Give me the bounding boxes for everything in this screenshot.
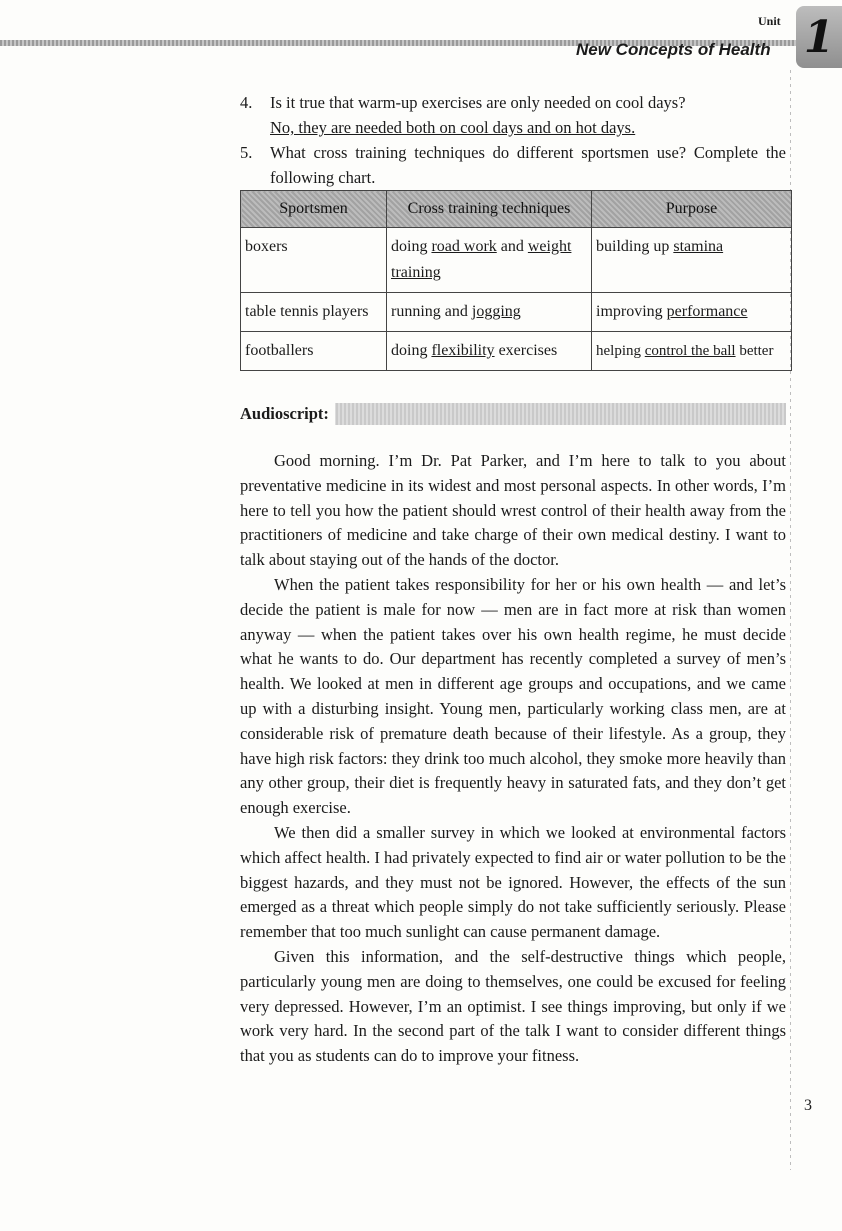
audioscript-heading: Audioscript: [240, 403, 335, 425]
cell-technique: doing road work and weight training [387, 228, 592, 293]
answer-blank: flexibility [431, 342, 495, 359]
answer-text: No, they are needed both on cool days and on hot days. [270, 118, 636, 137]
page-number: 3 [804, 1097, 812, 1114]
unit-label: Unit [758, 14, 781, 28]
question-number: 4. [240, 93, 253, 112]
header-techniques: Cross training techniques [387, 191, 592, 228]
answer-blank: weight training [391, 238, 572, 281]
question-number: 5. [240, 143, 253, 162]
answer-blank: jogging [471, 303, 521, 320]
answer-blank: control the ball [644, 343, 736, 359]
answer-blank: stamina [673, 238, 724, 255]
paragraph: Given this information, and the self-destructive things which people, particularly young men are doing to themselves, one could be excused for feeling very depressed. However, I’m an optimist. I see things improving, but only if we work very hard. In the second part of the talk I want to consider different things that you as students can do to improve your fitness. [240, 946, 786, 1066]
cell-sportsmen: boxers [241, 228, 387, 293]
section-title: New Concepts of Health [576, 40, 771, 59]
cross-training-chart [240, 190, 792, 371]
cell-technique: doing flexibility exercises [387, 332, 592, 371]
question-text: Is it true that warm-up exercises are only needed on cool days? [270, 93, 686, 112]
chart-header-row [241, 191, 792, 228]
cell-sportsmen: table tennis players [241, 293, 387, 332]
page-content [240, 90, 786, 1069]
audioscript-body [240, 449, 786, 1069]
header-purpose: Purpose [592, 191, 792, 228]
question-text: What cross training techniques do different sportsmen use? Complete the following chart. [270, 143, 786, 187]
table-row [241, 293, 792, 332]
question-4 [240, 90, 786, 140]
cell-sportsmen: footballers [241, 332, 387, 371]
unit-number: 1 [803, 11, 835, 63]
paragraph: Good morning. I’m Dr. Pat Parker, and I’m here to talk to you about preventative medicine in its widest and most personal aspects. In other words, I’m here to tell you how the patient should wrest control of their health away from the practitioners of medicine and take charge of their own medical destiny. I want to talk about staying out of the hands of the doctor. [240, 451, 786, 570]
header-sportsmen: Sportsmen [241, 191, 387, 228]
paragraph: We then did a smaller survey in which we looked at environmental factors which affect health. I had privately expected to find air or water pollution to be the biggest hazards, and they must not be ignored. However, the effects of the sun emerged as a threat which people simply do not take sufficiently seriously. Please remember that too much sunlight can cause permanent damage. [240, 822, 786, 942]
table-row [241, 228, 792, 293]
answer-blank: performance [666, 303, 748, 320]
unit-badge [796, 6, 842, 68]
table-row [241, 332, 792, 371]
cell-purpose: helping control the ball better [592, 332, 792, 371]
cell-purpose: building up stamina [592, 228, 792, 293]
cell-purpose: improving performance [592, 293, 792, 332]
question-5 [240, 140, 786, 190]
cell-technique: running and jogging [387, 293, 592, 332]
audioscript-heading-bar [240, 403, 786, 425]
paragraph: When the patient takes responsibility for her or his own health — and let’s decide the patient is male for now — men are in fact more at risk than women anyway — when the patient takes over his own health regime, he must decide what he wants to do. Our department has recently completed a survey of men’s health. We looked at men in different age groups and occupations, and we came up with a disturbing insight. Young men, particularly working class men, are at considerable risk of premature death because of their lifestyle. As a group, they have high risk factors: they drink too much alcohol, they smoke more heavily than any other group, their diet is frequently heavy in saturated fats, and they don’t get enough exercise. [240, 574, 786, 818]
answer-blank: road work [431, 238, 497, 255]
